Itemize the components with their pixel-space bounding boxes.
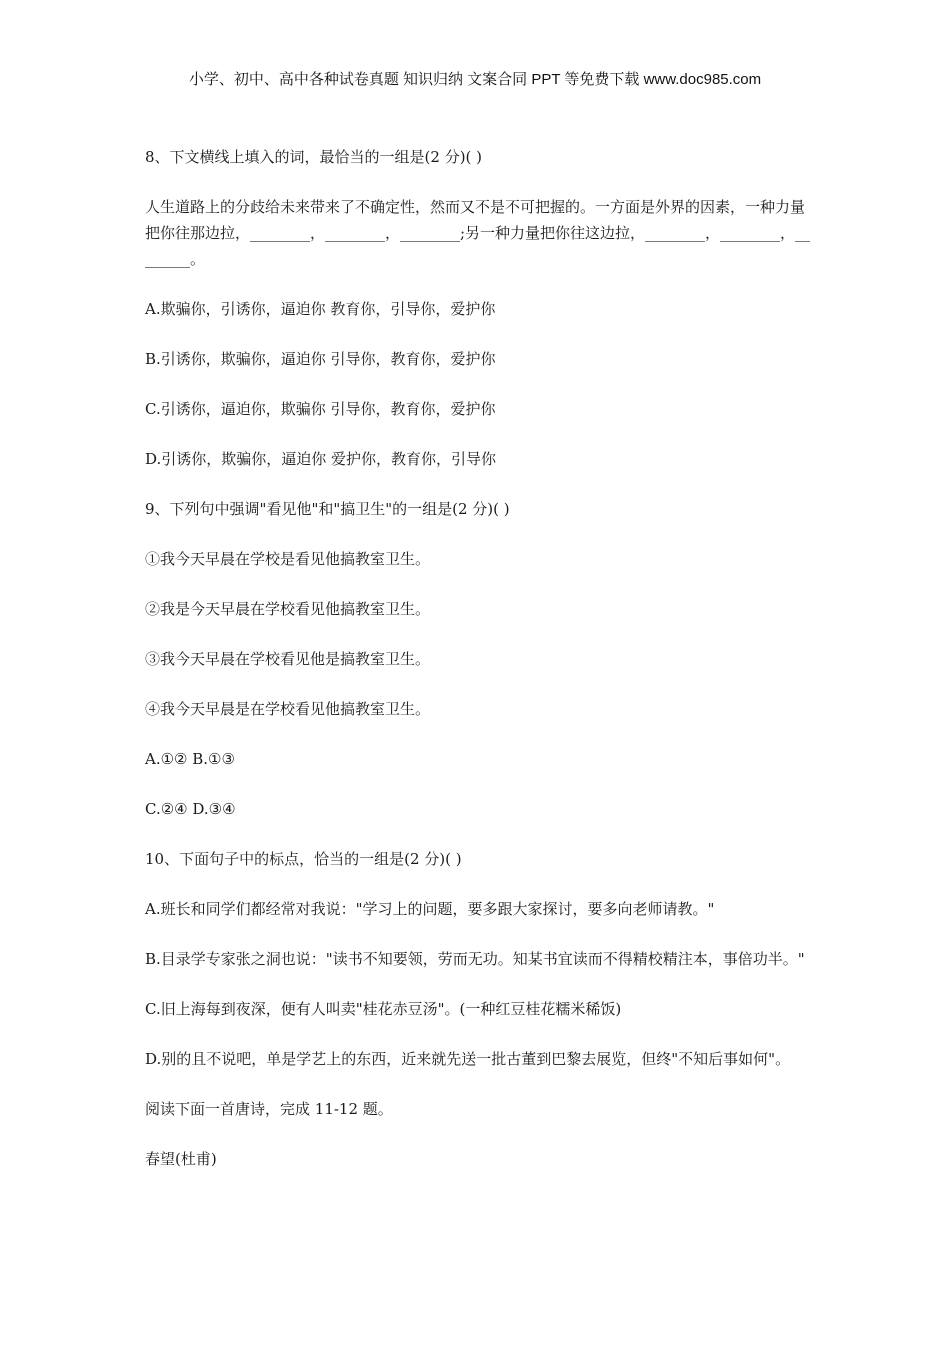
- page-header: 小学、初中、高中各种试卷真题 知识归纳 文案合同 PPT 等免费下载 www.doc985.com: [188, 71, 762, 88]
- document-body: [145, 144, 815, 1196]
- question-10-option-d: D.别的且不说吧，单是学艺上的东西，近来就先送一批古董到巴黎去展览，但终"不知后事如何"。: [145, 1050, 791, 1068]
- reading-intro: 阅读下面一首唐诗，完成 11-12 题。: [145, 1100, 393, 1118]
- question-10-option-b: B.目录学专家张之洞也说："读书不知要领，劳而无功。知某书宜读而不得精校精注本，事倍功半。": [145, 950, 805, 968]
- question-10-option-a: A.班长和同学们都经常对我说："学习上的问题，要多跟大家探讨，要多向老师请教。": [145, 900, 715, 918]
- question-10-option-c: C.旧上海每到夜深，便有人叫卖"桂花赤豆汤"。(一种红豆桂花糯米稀饭): [145, 1000, 622, 1018]
- question-8-option-c: C.引诱你，逼迫你，欺骗你 引导你，教育你，爱护你: [145, 400, 496, 418]
- question-8-option-b: B.引诱你，欺骗你，逼迫你 引导你，教育你，爱护你: [145, 350, 496, 368]
- question-8: 8、下文横线上填入的词，最恰当的一组是(2 分)( ): [145, 148, 483, 166]
- question-9-options-cd: C.②④ D.③④: [145, 800, 236, 818]
- question-10: 10、下面句子中的标点，恰当的一组是(2 分)( ): [145, 850, 462, 868]
- question-8-option-d: D.引诱你，欺骗你，逼迫你 爱护你，教育你，引导你: [145, 450, 497, 468]
- question-9-sentence-1: ①我今天早晨在学校是看见他搞教室卫生。: [145, 550, 431, 568]
- question-9-sentence-2: ②我是今天早晨在学校看见他搞教室卫生。: [145, 600, 431, 618]
- question-8-passage: 人生道路上的分歧给未来带来了不确定性，然而又不是不可把握的。一方面是外界的因素，一种力量把你往那边拉，________，________，________;另一种力量把你往这边拉，________，________，________。: [145, 198, 811, 268]
- poem-title: 春望(杜甫): [145, 1150, 217, 1168]
- question-9-options-ab: A.①② B.①③: [145, 750, 235, 768]
- question-8-option-a: A.欺骗你，引诱你，逼迫你 教育你，引导你，爱护你: [145, 300, 496, 318]
- question-9: 9、下列句中强调"看见他"和"搞卫生"的一组是(2 分)( ): [145, 500, 510, 518]
- question-9-sentence-3: ③我今天早晨在学校看见他是搞教室卫生。: [145, 650, 431, 668]
- question-9-sentence-4: ④我今天早晨是在学校看见他搞教室卫生。: [145, 700, 431, 718]
